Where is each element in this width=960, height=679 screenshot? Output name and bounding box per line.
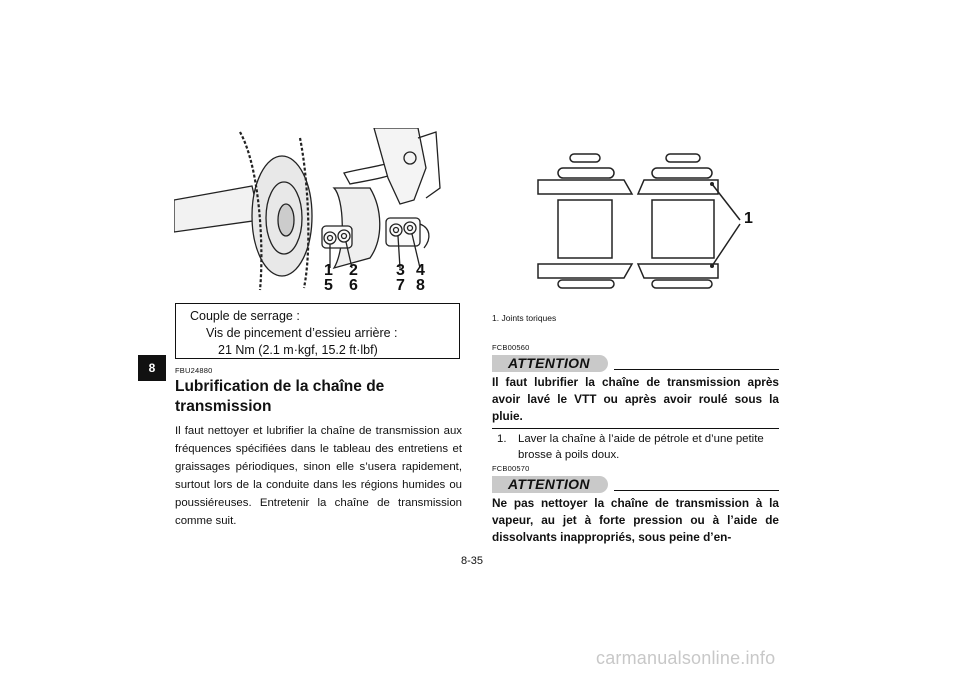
- figure-label-2: 2: [349, 262, 358, 279]
- attention-label-2: ATTENTION: [492, 476, 608, 493]
- attention-code-2: FCB00570: [492, 464, 530, 473]
- step-1: [497, 431, 781, 463]
- chain-link-illustration: [528, 150, 778, 290]
- attention-bottom-rule-1: [492, 428, 779, 429]
- attention-rule-2: [614, 490, 779, 491]
- torque-value: 21 Nm (2.1 m·kgf, 15.2 ft·lbf): [218, 343, 378, 357]
- attention-rule-1: [614, 369, 779, 370]
- figure-caption: 1. Joints toriques: [492, 313, 557, 323]
- attention-block-2: [492, 464, 779, 546]
- figure-label-6: 6: [349, 277, 358, 294]
- figure-label-1: 1: [324, 262, 333, 279]
- attention-block-1: [492, 343, 779, 429]
- page-number: 8-35: [461, 555, 484, 567]
- step-text: Laver la chaîne à l’aide de pétrole et d’une petite brosse à poils doux.: [518, 433, 764, 461]
- section-body: Il faut nettoyer et lubrifier la chaîne de transmission aux fréquences spécifiées dans le tableau des entretiens et graissages périodiques, sinon elle s’usera rapidement, surtout lors de la conduite dans les régions humides ou poussiéreuses. Entretenir la chaîne de transmission comme suit.: [175, 425, 462, 527]
- attention-header-2: [492, 476, 779, 493]
- attention-text-2: Ne pas nettoyer la chaîne de transmission à la vapeur, au jet à forte pression ou à l’aide de dissolvants inappropriés, sous peine d’en-: [492, 496, 779, 544]
- figure-label-3: 3: [396, 262, 405, 279]
- figure-label-8: 8: [416, 277, 425, 294]
- figure-label-o-ring: 1: [744, 210, 753, 227]
- figure-label-4: 4: [416, 262, 425, 279]
- step-number: 1.: [497, 433, 507, 445]
- attention-code-1: FCB00560: [492, 343, 530, 352]
- torque-item: Vis de pincement d’essieu arrière :: [206, 326, 398, 340]
- section-code: FBU24880: [175, 366, 213, 375]
- figure-label-7: 7: [396, 277, 405, 294]
- figure-label-5: 5: [324, 277, 333, 294]
- attention-label-1: ATTENTION: [492, 355, 608, 372]
- watermark: carmanualsonline.info: [596, 648, 776, 668]
- chapter-tab: 8: [138, 355, 166, 381]
- chain-link-drawing: [528, 150, 778, 290]
- attention-text-1: Il faut lubrifier la chaîne de transmission après avoir lavé le VTT ou après avoir roulé sous la pluie.: [492, 375, 779, 423]
- torque-title: Couple de serrage :: [190, 309, 300, 323]
- rear-axle-illustration: [174, 128, 460, 296]
- attention-header-1: [492, 355, 779, 372]
- torque-spec-box: [175, 303, 460, 359]
- section-title: Lubrification de la chaîne de transmission: [175, 378, 385, 415]
